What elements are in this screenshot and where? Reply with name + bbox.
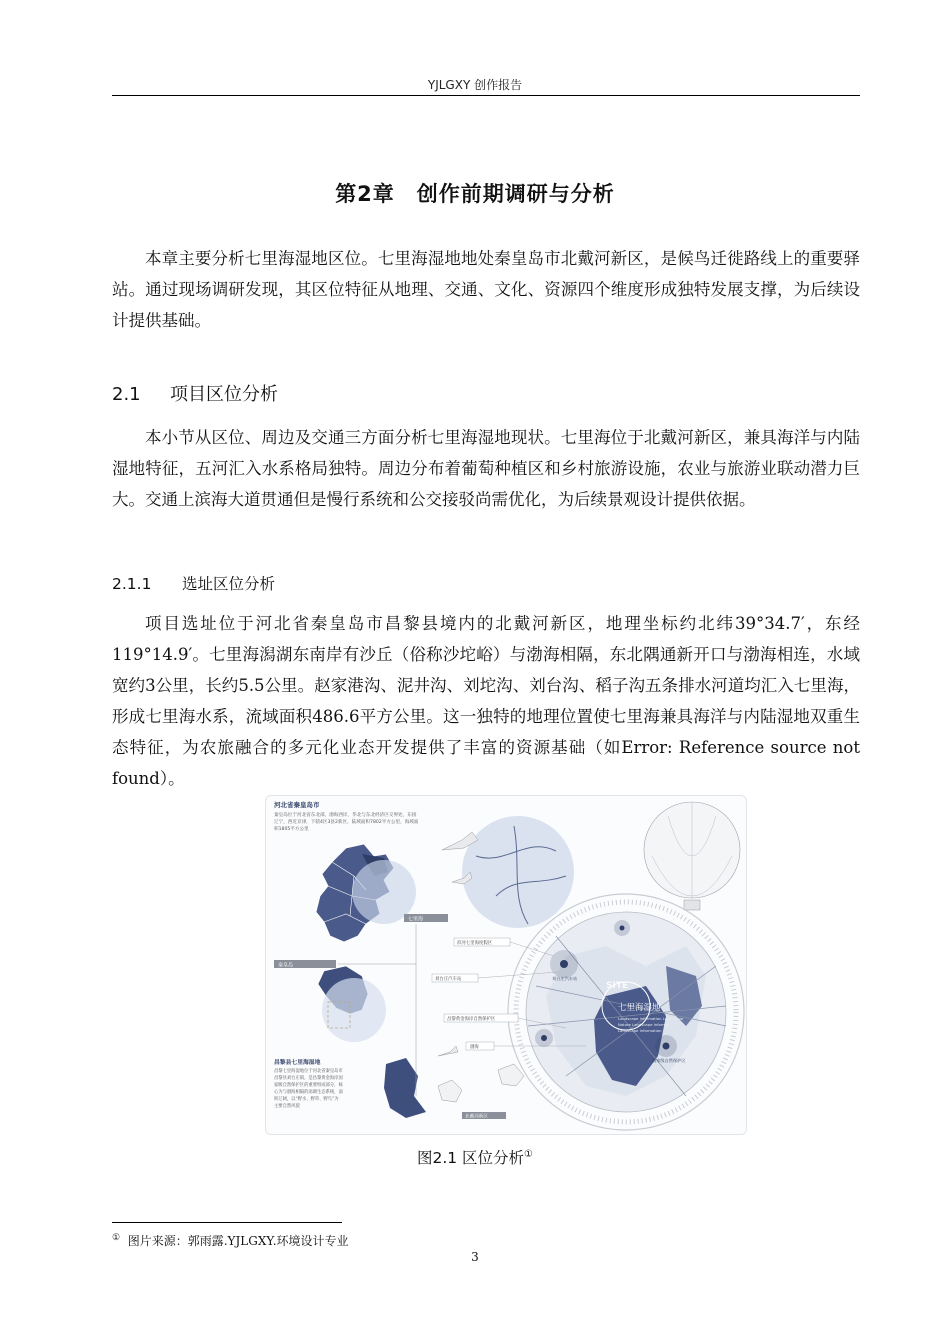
- label-1: 滨河七里海度假区: [457, 941, 493, 946]
- label-2: 刘台庄汽车站: [435, 977, 462, 982]
- intro-paragraph: [112, 243, 860, 336]
- tag-bottom: 北戴河新区: [465, 1114, 488, 1120]
- fig-box1-line1: 秦皇岛位于河北省东北部，渤海西岸，华北与东北经济区交界处，东接: [274, 813, 417, 818]
- site-map-sub-3: Landscape Information: [618, 1028, 662, 1033]
- figure-caption: [0, 1146, 950, 1168]
- label-4: 渤海: [470, 1045, 479, 1050]
- intro-text: 本章主要分析七里海湿地区位。七里海湿地地处秦皇岛市北戴河新区，是候鸟迁徙路线上的重要驿站。通过现场调研发现，其区位特征从地理、交通、文化、资源四个维度形成独特发展支撑，为后续设计提供基础。: [112, 249, 860, 330]
- fig-box1-title: 河北省秦皇岛市: [274, 801, 320, 809]
- poi-2-label: 国家级自然保护区: [652, 1058, 686, 1063]
- fig-box2-line6: 主要自然风貌: [274, 1104, 300, 1109]
- fig-box1-line2: 辽宁，西近京津，下辖4区3县2新区，陆域面积7802平方公里，海域面: [274, 820, 419, 825]
- footnote-rule: [112, 1222, 342, 1223]
- caption-text: 图2.1 区位分析: [416, 1149, 525, 1167]
- tag-left-1: 秦皇岛: [278, 962, 294, 969]
- detail-circle-top: [462, 816, 574, 928]
- subsection-number: 2.1.1: [112, 575, 152, 593]
- site-map-title: 七里海湿地: [618, 1003, 661, 1013]
- bird-3-icon: [438, 1046, 458, 1056]
- island-2: [498, 1064, 524, 1086]
- poi-1-label: 刘台庄汽车站: [552, 976, 578, 981]
- fig-box2-line1: 昌黎七里海湿地位于河北省秦皇岛市: [274, 1069, 343, 1074]
- zoom-circle-2: [322, 978, 386, 1042]
- section-title: 项目区位分析: [170, 384, 278, 405]
- fig-box1-line3: 积1805平方公里: [274, 827, 309, 832]
- footnote-mark: ①: [112, 1233, 121, 1243]
- section-text: 本小节从区位、周边及交通三方面分析七里海湿地现状。七里海位于北戴河新区，兼具海洋与内陆湿地特征，五河汇入水系格局独特。周边分布着葡萄种植区和乡村旅游设施，农业与旅游业联动潜力巨大。交通上滨海大道贯通但是慢行系统和公交接驳尚需优化，为后续景观设计提供依据。: [112, 428, 860, 509]
- chapter-title: 第2章 创作前期调研与分析: [335, 182, 615, 206]
- site-map-sub-2: Nature Landscape Informa: [618, 1022, 669, 1027]
- label-3: 昌黎黄金海岸自然保护区: [447, 1017, 496, 1022]
- footnote: [112, 1232, 349, 1249]
- subsection-paragraph: [112, 608, 860, 794]
- subsection-title: 选址区位分析: [182, 575, 276, 593]
- poi-4-marker-icon: [663, 1043, 670, 1050]
- header-rule: [112, 95, 860, 96]
- site-map-sub-1: Landscape Information Landscape: [618, 1016, 684, 1021]
- balloon-basket: [684, 900, 700, 910]
- site-label: SITE: [606, 981, 629, 991]
- subsection-text: 项目选址位于河北省秦皇岛市昌黎县境内的北戴河新区，地理坐标约北纬39°34.7′，东经119°14.9′。七里海潟湖东南岸有沙丘（俗称沙坨峪）与渤海相隔，东北隅通新开口与渤海相连，水域宽约3公里，长约5.5公里。赵家港沟、泥井沟、刘坨沟、刘台沟、稻子沟五条排水河道均汇入七里海，形成七里海水系，流域面积486.6平方公里。这一独特的地理位置使七里海兼具海洋与内陆湿地双重生态特征，为农旅融合的多元化业态开发提供了丰富的资源基础（如Error: Reference source not found）。: [112, 614, 860, 788]
- footnote-text: 图片来源：郭雨露.YJLGXY.环境设计专业: [127, 1234, 349, 1248]
- subsection-heading: [112, 572, 275, 594]
- figure-illustration: [266, 796, 746, 1134]
- fig-box2-line4: 心为与渤海相隔的潟湖生态系统，面: [274, 1090, 343, 1095]
- poi-2-marker-icon: [620, 926, 625, 931]
- fig-box2-line2: 昌黎县刘台庄镇，是昌黎黄金海岸国: [274, 1076, 343, 1081]
- location-analysis-figure: [265, 795, 747, 1135]
- tag-center: 七里海: [408, 916, 424, 923]
- caption-footnote-mark[interactable]: ①: [524, 1148, 534, 1160]
- county-map-shape: [384, 1058, 426, 1118]
- island-1: [438, 1080, 462, 1102]
- poi-3-marker-icon: [541, 1035, 547, 1041]
- section-heading: [112, 380, 278, 406]
- section-number: 2.1: [112, 384, 141, 405]
- fig-box2-line5: 积辽阔，以“野水、野草、野鸟”为: [274, 1097, 339, 1102]
- poi-1-marker-icon: [560, 960, 568, 968]
- section-paragraph: [112, 422, 860, 515]
- fig-box2-title: 昌黎县七里海湿地: [274, 1060, 321, 1066]
- fig-box2-line3: 家级自然保护区的重要组成部分，核: [274, 1083, 343, 1088]
- running-header: YJLGXY 创作报告: [427, 78, 523, 92]
- page-number: 3: [471, 1250, 479, 1264]
